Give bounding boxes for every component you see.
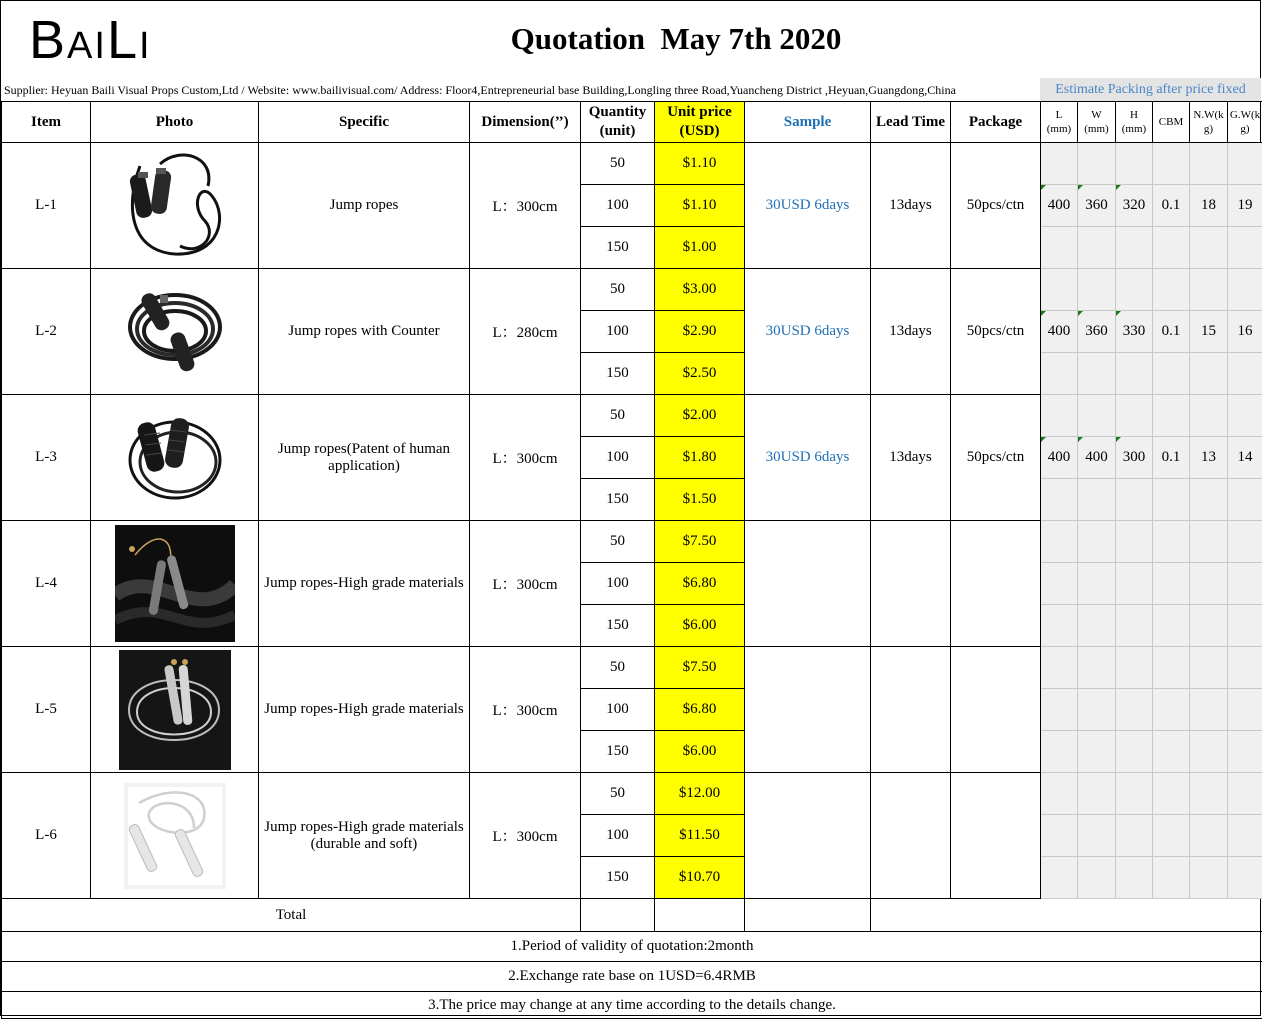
- col-net-weight: N.W(k g): [1190, 102, 1228, 143]
- packing-empty-cell: [1078, 269, 1116, 311]
- packing-empty-cell: [1190, 647, 1228, 689]
- sample-cell: 30USD 6days: [745, 143, 871, 269]
- packing-empty-cell: [1228, 269, 1262, 311]
- unit-price-cell: $2.90: [655, 311, 745, 353]
- item-dimension: L：300cm: [470, 395, 581, 521]
- quantity-cell: 150: [581, 857, 655, 899]
- packing-empty-cell: [1116, 563, 1153, 605]
- sample-cell: [745, 521, 871, 647]
- unit-price-cell: $2.00: [655, 395, 745, 437]
- packing-empty-cell: [1228, 647, 1262, 689]
- col-width: W (mm): [1078, 102, 1116, 143]
- packing-empty-cell: [1153, 395, 1190, 437]
- packing-empty-cell: [1153, 815, 1190, 857]
- packing-empty-cell: [1228, 731, 1262, 773]
- packing-empty-cell: [1190, 815, 1228, 857]
- item-id: L-3: [2, 395, 91, 521]
- package-cell: 50pcs/ctn: [951, 395, 1041, 521]
- product-photo: [91, 395, 259, 521]
- packing-W-cell: 360: [1078, 185, 1116, 227]
- total-quantity: [581, 899, 655, 932]
- packing-empty-cell: [1153, 689, 1190, 731]
- col-item: Item: [2, 102, 91, 143]
- packing-empty-cell: [1153, 857, 1190, 899]
- packing-empty-cell: [1078, 395, 1116, 437]
- table-row: [2, 143, 1262, 185]
- packing-L-cell: 400: [1041, 437, 1078, 479]
- product-photo: [91, 521, 259, 647]
- baili-logo: BAILI: [29, 9, 152, 71]
- packing-empty-cell: [1078, 143, 1116, 185]
- total-price: [655, 899, 745, 932]
- packing-empty-cell: [1153, 353, 1190, 395]
- package-cell: 50pcs/ctn: [951, 143, 1041, 269]
- packing-empty-cell: [1228, 815, 1262, 857]
- packing-empty-cell: [1116, 857, 1153, 899]
- packing-empty-cell: [1041, 815, 1078, 857]
- unit-price-cell: $11.50: [655, 815, 745, 857]
- quantity-cell: 150: [581, 479, 655, 521]
- packing-empty-cell: [1116, 647, 1153, 689]
- packing-cbm-cell: 0.1: [1153, 437, 1190, 479]
- packing-empty-cell: [1228, 143, 1262, 185]
- unit-price-cell: $7.50: [655, 521, 745, 563]
- estimate-packing-note: Estimate Packing after price fixed: [1040, 78, 1261, 101]
- packing-empty-cell: [1116, 815, 1153, 857]
- packing-gw-cell: 19: [1228, 185, 1262, 227]
- packing-empty-cell: [1078, 479, 1116, 521]
- packing-empty-cell: [1041, 857, 1078, 899]
- lead-time-cell: 13days: [871, 395, 951, 521]
- col-length: L (mm): [1041, 102, 1078, 143]
- packing-empty-cell: [1078, 815, 1116, 857]
- packing-empty-cell: [1078, 689, 1116, 731]
- product-photo: [91, 269, 259, 395]
- table-row: [2, 773, 1262, 815]
- note-row: [2, 932, 1262, 962]
- col-dimension: Dimension(’’): [470, 102, 581, 143]
- packing-empty-cell: [1228, 689, 1262, 731]
- unit-price-cell: $3.00: [655, 269, 745, 311]
- packing-empty-cell: [1190, 227, 1228, 269]
- packing-empty-cell: [1116, 521, 1153, 563]
- packing-empty-cell: [1190, 521, 1228, 563]
- packing-W-cell: 360: [1078, 311, 1116, 353]
- col-lead-time: Lead Time: [871, 102, 951, 143]
- packing-cbm-cell: 0.1: [1153, 185, 1190, 227]
- quantity-cell: 50: [581, 395, 655, 437]
- packing-gw-cell: 16: [1228, 311, 1262, 353]
- lead-time-cell: 13days: [871, 269, 951, 395]
- packing-cbm-cell: 0.1: [1153, 311, 1190, 353]
- packing-empty-cell: [1116, 689, 1153, 731]
- quantity-cell: 150: [581, 731, 655, 773]
- packing-empty-cell: [1116, 395, 1153, 437]
- quotation-table: [1, 101, 1262, 1019]
- col-unit-price: Unit price (USD): [655, 102, 745, 143]
- packing-empty-cell: [1228, 227, 1262, 269]
- packing-empty-cell: [1078, 857, 1116, 899]
- packing-empty-cell: [1078, 647, 1116, 689]
- item-specific: Jump ropes-High grade materials: [259, 521, 470, 647]
- item-specific: Jump ropes: [259, 143, 470, 269]
- packing-empty-cell: [1041, 773, 1078, 815]
- unit-price-cell: $1.10: [655, 185, 745, 227]
- total-rest: [871, 899, 1262, 932]
- unit-price-cell: $1.80: [655, 437, 745, 479]
- package-cell: 50pcs/ctn: [951, 269, 1041, 395]
- product-photo: [91, 143, 259, 269]
- total-row: [2, 899, 1262, 932]
- package-cell: [951, 521, 1041, 647]
- col-gross-weight: G.W(k g): [1228, 102, 1262, 143]
- packing-empty-cell: [1153, 143, 1190, 185]
- note-exchange-rate: 2.Exchange rate base on 1USD=6.4RMB: [2, 962, 1262, 992]
- table-row: [2, 647, 1262, 689]
- note-price-change: 3.The price may change at any time according to the details change.: [2, 992, 1262, 1019]
- packing-empty-cell: [1078, 731, 1116, 773]
- item-dimension: L：300cm: [470, 521, 581, 647]
- packing-empty-cell: [1190, 773, 1228, 815]
- packing-empty-cell: [1078, 773, 1116, 815]
- col-quantity: Quantity (unit): [581, 102, 655, 143]
- quantity-cell: 100: [581, 437, 655, 479]
- item-dimension: L：300cm: [470, 773, 581, 899]
- unit-price-cell: $12.00: [655, 773, 745, 815]
- quantity-cell: 50: [581, 269, 655, 311]
- item-specific: Jump ropes-High grade materials (durable and soft): [259, 773, 470, 899]
- unit-price-cell: $7.50: [655, 647, 745, 689]
- packing-empty-cell: [1041, 689, 1078, 731]
- packing-empty-cell: [1153, 227, 1190, 269]
- packing-L-cell: 400: [1041, 185, 1078, 227]
- package-cell: [951, 647, 1041, 773]
- unit-price-cell: $10.70: [655, 857, 745, 899]
- packing-empty-cell: [1190, 731, 1228, 773]
- col-cbm: CBM: [1153, 102, 1190, 143]
- packing-empty-cell: [1190, 479, 1228, 521]
- sample-cell: [745, 773, 871, 899]
- page-title: Quotation May 7th 2020: [421, 21, 931, 57]
- item-dimension: L：300cm: [470, 143, 581, 269]
- packing-empty-cell: [1228, 857, 1262, 899]
- col-package: Package: [951, 102, 1041, 143]
- packing-empty-cell: [1116, 605, 1153, 647]
- packing-empty-cell: [1116, 227, 1153, 269]
- quantity-cell: 150: [581, 605, 655, 647]
- packing-empty-cell: [1041, 605, 1078, 647]
- item-specific: Jump ropes-High grade materials: [259, 647, 470, 773]
- unit-price-cell: $6.00: [655, 605, 745, 647]
- packing-W-cell: 400: [1078, 437, 1116, 479]
- lead-time-cell: [871, 521, 951, 647]
- item-dimension: L：280cm: [470, 269, 581, 395]
- unit-price-cell: $1.50: [655, 479, 745, 521]
- packing-empty-cell: [1190, 395, 1228, 437]
- quantity-cell: 50: [581, 647, 655, 689]
- packing-empty-cell: [1041, 563, 1078, 605]
- note-row: [2, 962, 1262, 992]
- col-photo: Photo: [91, 102, 259, 143]
- supplier-info: Supplier: Heyuan Baili Visual Props Custom,Ltd / Website: www.bailivisual.com/ Address: Floor4,Entrepreneurial base Building,Longling three Road,Yuancheng District ,Heyuan,Guangdong,China: [4, 81, 1037, 101]
- item-id: L-4: [2, 521, 91, 647]
- packing-nw-cell: 15: [1190, 311, 1228, 353]
- unit-price-cell: $1.00: [655, 227, 745, 269]
- header-row: [2, 102, 1262, 143]
- packing-empty-cell: [1153, 605, 1190, 647]
- packing-empty-cell: [1116, 143, 1153, 185]
- packing-empty-cell: [1228, 479, 1262, 521]
- item-specific: Jump ropes with Counter: [259, 269, 470, 395]
- packing-empty-cell: [1228, 353, 1262, 395]
- quantity-cell: 50: [581, 773, 655, 815]
- unit-price-cell: $6.00: [655, 731, 745, 773]
- table-row: [2, 521, 1262, 563]
- packing-empty-cell: [1116, 731, 1153, 773]
- packing-empty-cell: [1116, 269, 1153, 311]
- packing-empty-cell: [1228, 563, 1262, 605]
- packing-empty-cell: [1153, 731, 1190, 773]
- quantity-cell: 100: [581, 185, 655, 227]
- packing-empty-cell: [1078, 227, 1116, 269]
- packing-H-cell: 320: [1116, 185, 1153, 227]
- packing-empty-cell: [1041, 479, 1078, 521]
- quantity-cell: 100: [581, 689, 655, 731]
- note-row: [2, 992, 1262, 1019]
- lead-time-cell: [871, 647, 951, 773]
- packing-empty-cell: [1078, 521, 1116, 563]
- col-sample: Sample: [745, 102, 871, 143]
- packing-empty-cell: [1041, 521, 1078, 563]
- packing-nw-cell: 18: [1190, 185, 1228, 227]
- packing-empty-cell: [1190, 857, 1228, 899]
- quantity-cell: 50: [581, 521, 655, 563]
- lead-time-cell: [871, 773, 951, 899]
- packing-empty-cell: [1041, 647, 1078, 689]
- packing-empty-cell: [1041, 395, 1078, 437]
- packing-empty-cell: [1190, 353, 1228, 395]
- table-row: [2, 269, 1262, 311]
- sample-cell: [745, 647, 871, 773]
- item-id: L-5: [2, 647, 91, 773]
- total-label: Total: [2, 899, 581, 932]
- packing-empty-cell: [1190, 563, 1228, 605]
- packing-empty-cell: [1153, 479, 1190, 521]
- packing-nw-cell: 13: [1190, 437, 1228, 479]
- packing-empty-cell: [1041, 353, 1078, 395]
- quantity-cell: 100: [581, 563, 655, 605]
- packing-empty-cell: [1228, 521, 1262, 563]
- packing-empty-cell: [1078, 605, 1116, 647]
- sample-cell: 30USD 6days: [745, 269, 871, 395]
- lead-time-cell: 13days: [871, 143, 951, 269]
- packing-empty-cell: [1041, 227, 1078, 269]
- quantity-cell: 150: [581, 227, 655, 269]
- packing-empty-cell: [1228, 605, 1262, 647]
- quantity-cell: 150: [581, 353, 655, 395]
- packing-empty-cell: [1153, 521, 1190, 563]
- packing-empty-cell: [1228, 395, 1262, 437]
- packing-empty-cell: [1153, 563, 1190, 605]
- item-id: L-1: [2, 143, 91, 269]
- col-specific: Specific: [259, 102, 470, 143]
- packing-empty-cell: [1190, 143, 1228, 185]
- item-specific: Jump ropes(Patent of human application): [259, 395, 470, 521]
- packing-empty-cell: [1116, 773, 1153, 815]
- product-photo: [91, 647, 259, 773]
- total-sample: [745, 899, 871, 932]
- quantity-cell: 100: [581, 311, 655, 353]
- packing-empty-cell: [1078, 563, 1116, 605]
- packing-empty-cell: [1153, 773, 1190, 815]
- note-validity: 1.Period of validity of quotation:2month: [2, 932, 1262, 962]
- packing-empty-cell: [1041, 143, 1078, 185]
- packing-empty-cell: [1078, 353, 1116, 395]
- packing-H-cell: 300: [1116, 437, 1153, 479]
- packing-empty-cell: [1228, 773, 1262, 815]
- unit-price-cell: $2.50: [655, 353, 745, 395]
- packing-gw-cell: 14: [1228, 437, 1262, 479]
- packing-empty-cell: [1190, 689, 1228, 731]
- package-cell: [951, 773, 1041, 899]
- quantity-cell: 50: [581, 143, 655, 185]
- packing-H-cell: 330: [1116, 311, 1153, 353]
- table-row: [2, 395, 1262, 437]
- item-dimension: L：300cm: [470, 647, 581, 773]
- unit-price-cell: $6.80: [655, 563, 745, 605]
- col-height: H (mm): [1116, 102, 1153, 143]
- packing-empty-cell: [1116, 353, 1153, 395]
- item-id: L-2: [2, 269, 91, 395]
- packing-L-cell: 400: [1041, 311, 1078, 353]
- quantity-cell: 100: [581, 815, 655, 857]
- packing-empty-cell: [1153, 647, 1190, 689]
- packing-empty-cell: [1041, 731, 1078, 773]
- packing-empty-cell: [1190, 605, 1228, 647]
- unit-price-cell: $6.80: [655, 689, 745, 731]
- unit-price-cell: $1.10: [655, 143, 745, 185]
- packing-empty-cell: [1190, 269, 1228, 311]
- packing-empty-cell: [1153, 269, 1190, 311]
- packing-empty-cell: [1041, 269, 1078, 311]
- product-photo: [91, 773, 259, 899]
- packing-empty-cell: [1116, 479, 1153, 521]
- item-id: L-6: [2, 773, 91, 899]
- sample-cell: 30USD 6days: [745, 395, 871, 521]
